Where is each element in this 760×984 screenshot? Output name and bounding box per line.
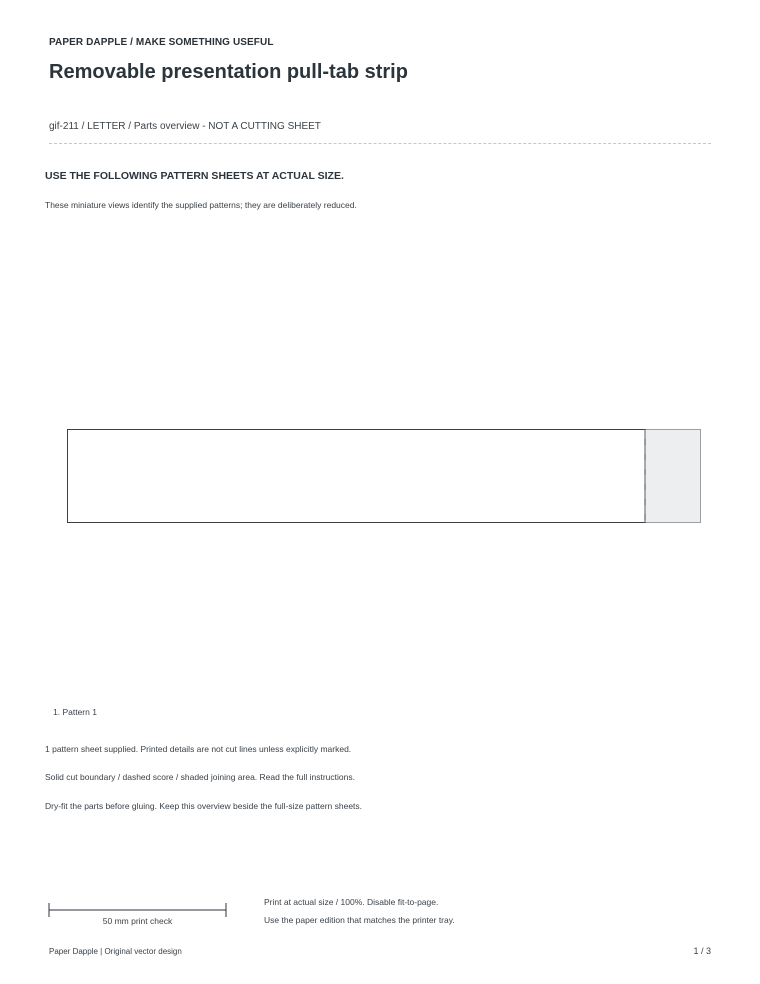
pattern-1-drawing [67, 429, 701, 523]
brand-line: PAPER DAPPLE / MAKE SOMETHING USEFUL [49, 37, 274, 48]
print-check-label: 50 mm print check [102, 916, 173, 926]
note-line-legend: Solid cut boundary / dashed score / shaded joining area. Read the full instructions. [45, 772, 355, 782]
print-instruction-paper: Use the paper edition that matches the printer tray. [264, 915, 455, 925]
header-divider [49, 143, 711, 144]
cut-boundary [68, 430, 646, 523]
pattern-1-miniature [67, 429, 701, 523]
note-dry-fit: Dry-fit the parts before gluing. Keep this overview beside the full-size pattern sheets. [45, 801, 363, 811]
glue-tab-area [645, 430, 701, 523]
instructions-intro: These miniature views identify the supplied patterns; they are deliberately reduced. [45, 200, 357, 210]
document-meta: gif-211 / LETTER / Parts overview - NOT A CUTTING SHEET [49, 121, 321, 132]
page-number: 1 / 3 [693, 946, 711, 956]
footer-credit: Paper Dapple | Original vector design [49, 947, 182, 956]
page-title: Removable presentation pull-tab strip [49, 61, 408, 83]
print-instruction-actual-size: Print at actual size / 100%. Disable fit-to-page. [264, 897, 439, 907]
instructions-heading: USE THE FOLLOWING PATTERN SHEETS AT ACTUAL SIZE. [45, 170, 344, 182]
pattern-caption: 1. Pattern 1 [53, 707, 97, 717]
note-sheets-supplied: 1 pattern sheet supplied. Printed details are not cut lines unless explicitly marked. [45, 744, 352, 754]
